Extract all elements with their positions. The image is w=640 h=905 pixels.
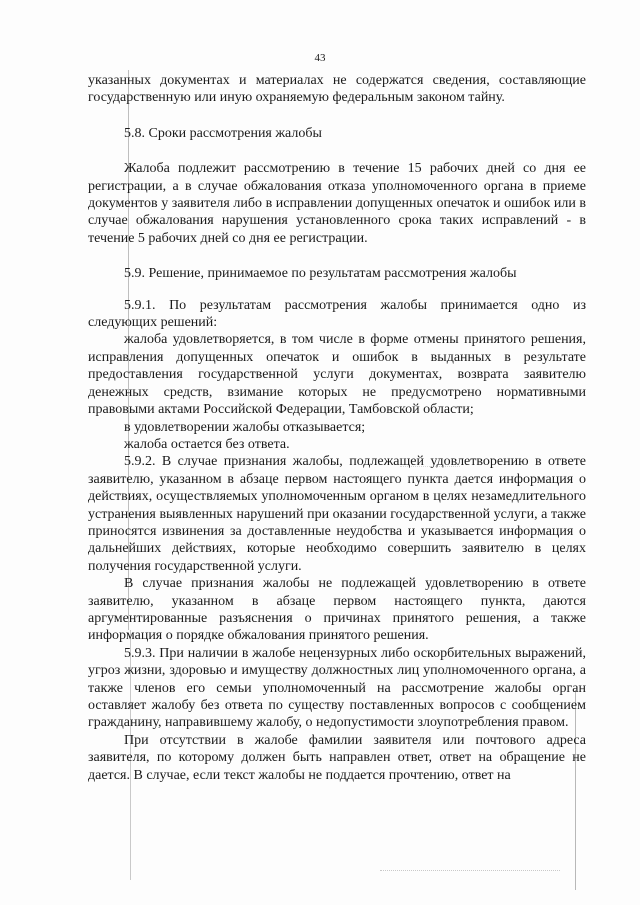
list-item-complaint-no-answer: жалоба остается без ответа.	[124, 436, 290, 452]
section-heading-5-8: 5.8. Сроки рассмотрения жалобы	[124, 125, 322, 141]
paragraph-5-9-3-no-address: При отсутствии в жалобе фамилии заявителя или почтового адреса заявителя, по которому должен быть направлен ответ, ответ на обращение не дается. В случае, если текст жалобы не поддается прочтению, ответ на	[88, 732, 586, 783]
paragraph-review-period: Жалоба подлежит рассмотрению в течение 15 рабочих дней со дня ее регистрации, а в случае обжалования отказа уполномоченного органа в приеме документов у заявителя либо в исправлении допущенных опечаток и ошибок или в случае обжалования нарушения установленного срока таких исправлений - в течение 5 рабочих дней со дня ее регистрации.	[88, 161, 586, 246]
paragraph-5-9-3: 5.9.3. При наличии в жалобе нецензурных либо оскорбительных выражений, угроз жизни, здоровью и имуществу должностных лиц уполномоченного органа, а также членов его семьи уполномоченный на рассмотрение жалобы орган оставляет жалобу без ответа по существу поставленных вопросов с сообщением гражданину, направившему жалобу, о недопустимости злоупотребления правом.	[88, 645, 586, 731]
body-text	[88, 72, 586, 784]
paragraph-continuation: указанных документах и материалах не содержатся сведения, составляющие государственную или иную охраняемую федеральным законом тайну.	[88, 73, 586, 106]
page-number: 43	[314, 52, 326, 64]
paragraph-5-9-1: 5.9.1. По результатам рассмотрения жалобы принимается одно из следующих решений:	[88, 297, 586, 331]
section-heading-5-9: 5.9. Решение, принимаемое по результатам рассмотрения жалобы	[124, 266, 517, 282]
paragraph-5-9-2-rejection: В случае признания жалобы не подлежащей удовлетворению в ответе заявителю, указанном в абзаце первом настоящего пункта, даются аргументированные разъяснения о причинах принятого решения, а также информация о порядке обжалования принятого решения.	[88, 576, 586, 644]
list-item-complaint-rejected: в удовлетворении жалобы отказывается;	[124, 419, 366, 435]
scan-noise	[380, 870, 560, 872]
list-item-complaint-satisfied: жалоба удовлетворяется, в том числе в форме отмены принятого решения, исправления допущенных опечаток и ошибок в выданных в результате предоставления государственной услуги документах, возврата заявителю денежных средств, взимание которых не предусмотрено нормативными правовыми актами Российской Федерации, Тамбовской области;	[88, 332, 586, 418]
paragraph-5-9-2: 5.9.2. В случае признания жалобы, подлежащей удовлетворению в ответе заявителю, указанном в абзаце первом настоящего пункта дается информация о действиях, осуществляемых уполномоченным органом в целях незамедлительного устранения выявленных нарушений при оказании государственной услуги, а также приносятся извинения за доставленные неудобства и указывается информация о дальнейших действиях, которые необходимо совершить заявителю в целях получения государственной услуги.	[88, 454, 586, 574]
